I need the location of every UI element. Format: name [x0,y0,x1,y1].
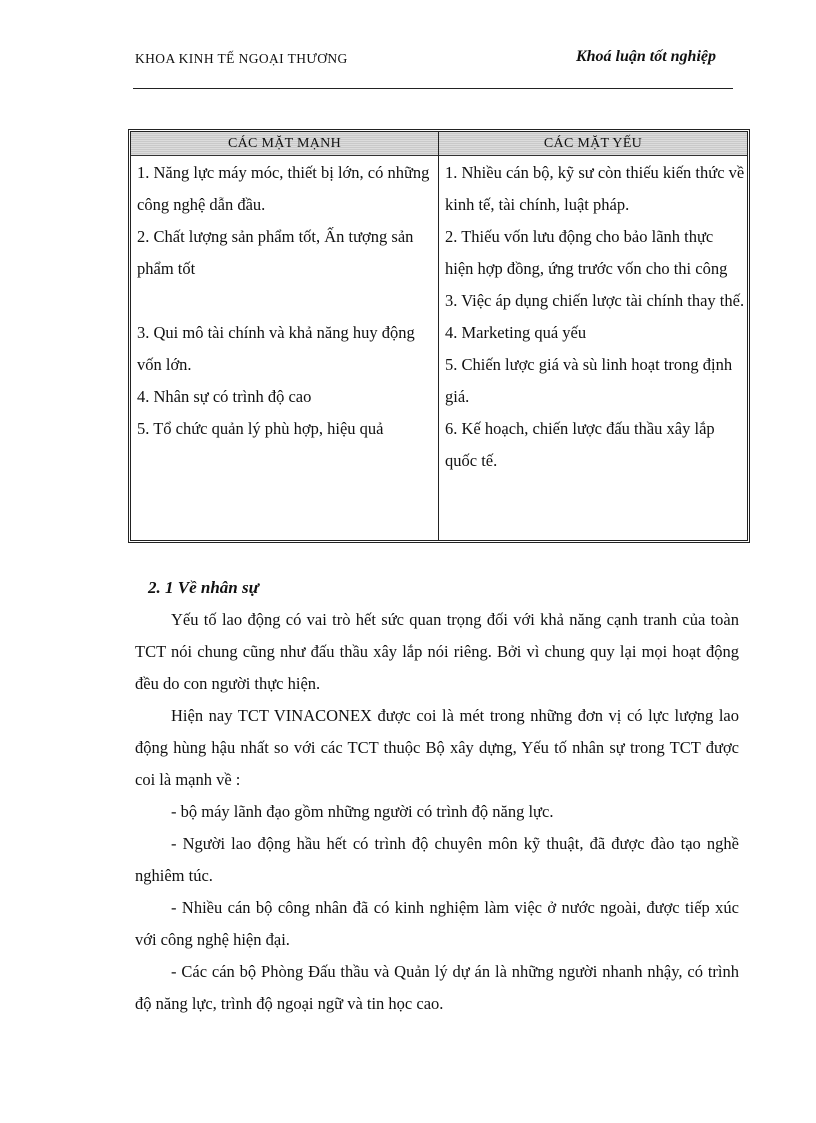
header-rule [133,88,733,89]
bullet-paragraph: - Nhiều cán bộ công nhân đã có kinh nghiệm làm việc ở nước ngoài, được tiếp xúc với công nghệ hiện đại. [135,898,739,949]
bullet-paragraph: - Người lao động hầu hết có trình độ chuyên môn kỹ thuật, đã được đào tạo nghề nghiêm túc. [135,834,739,885]
weakness-item: 5. Chiến lược giá và sù linh hoạt trong định giá. [445,355,733,406]
strength-item: 1. Năng lực máy móc, thiết bị lớn, có những công nghệ dẫn đầu. [137,163,430,214]
strength-item: 4. Nhân sự có trình độ cao [137,387,312,406]
strength-item: 5. Tổ chức quản lý phù hợp, hiệu quả [137,419,384,438]
weakness-item: 2. Thiếu vốn lưu động cho bảo lãnh thực hiện hợp đồng, ứng trước vốn cho thi công [445,227,728,278]
weaknesses-header: CÁC MẶT YẾU [543,136,643,151]
paragraph: Hiện nay TCT VINACONEX được coi là mét trong những đơn vị có lực lượng lao động hùng hậu nhất so với các TCT thuộc Bộ xây dựng, Yếu tố nhân sự trong TCT được coi là mạnh về : [135,706,739,789]
header-thesis-label: Khoá luận tốt nghiệp [575,48,716,65]
column-divider [438,132,439,540]
bullet-paragraph: - Các cán bộ Phòng Đấu thầu và Quản lý dự án là những người nhanh nhậy, có trình độ năng lực, trình độ ngoại ngữ và tin học cao. [135,962,739,1013]
swot-table [128,129,750,543]
header-faculty: KHOA KINH TẾ NGOẠI THƯƠNG [135,51,348,66]
weakness-item: 1. Nhiều cán bộ, kỹ sư còn thiếu kiến thức về kinh tế, tài chính, luật pháp. [445,163,745,214]
weakness-item: 6. Kế hoạch, chiến lược đấu thầu xây lắp quốc tế. [445,419,715,470]
weaknesses-column [445,157,745,477]
weakness-item: 3. Việc áp dụng chiến lược tài chính thay thế. [445,291,745,310]
strength-item: 2. Chất lượng sản phẩm tốt, Ấn tượng sản phẩm tốt [137,227,414,278]
strengths-header: CÁC MẶT MẠNH [227,136,342,151]
paragraph: Yếu tố lao động có vai trò hết sức quan trọng đối với khả năng cạnh tranh của toàn TCT nói chung cũng như đấu thầu xây lắp nói riêng. Bởi vì chung quy lại mọi hoạt động đều do con người thực hiện. [135,610,739,693]
strength-item: 3. Qui mô tài chính và khả năng huy động vốn lớn. [137,323,415,374]
strengths-column [137,157,433,445]
section-title: 2. 1 Về nhân sự [148,578,259,597]
bullet-paragraph: - bộ máy lãnh đạo gồm những người có trình độ năng lực. [171,802,554,821]
section-body [135,604,739,1020]
weakness-item: 4. Marketing quá yếu [445,323,587,342]
